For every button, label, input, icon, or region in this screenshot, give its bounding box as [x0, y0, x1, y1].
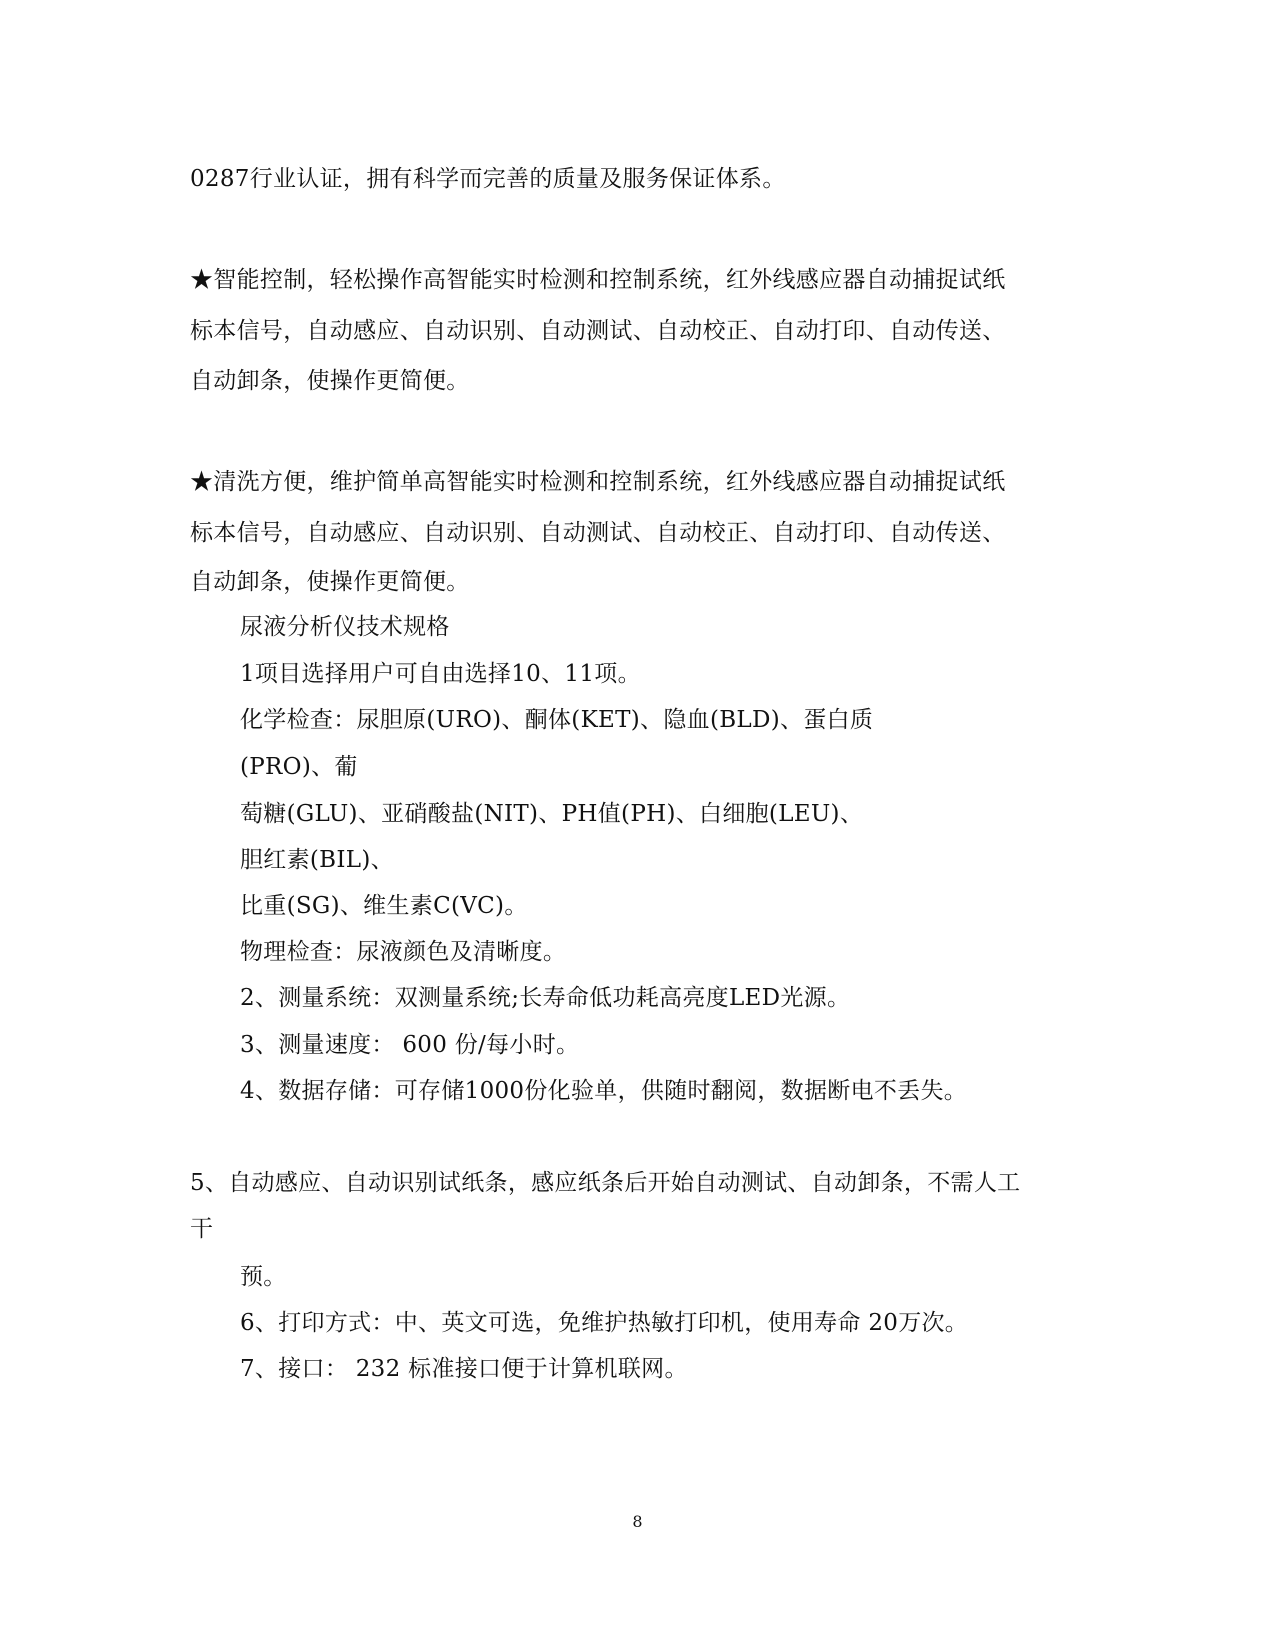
- text-line: 化学检查：尿胆原(URO)、酮体(KET)、隐血(BLD)、蛋白质: [240, 707, 874, 733]
- text-line: 7、接口： 232 标准接口便于计算机联网。: [240, 1356, 688, 1382]
- text-line: 5、自动感应、自动识别试纸条，感应纸条后开始自动测试、自动卸条，不需人工: [190, 1170, 1021, 1196]
- text-line: 自动卸条，使操作更简便。: [190, 368, 470, 394]
- text-line: 1项目选择用户可自由选择10、11项。: [240, 661, 641, 687]
- text-line: 6、打印方式：中、英文可选，免维护热敏打印机，使用寿命 20万次。: [240, 1310, 969, 1336]
- text-line: 标本信号，自动感应、自动识别、自动测试、自动校正、自动打印、自动传送、: [190, 520, 1006, 546]
- text-line: 0287行业认证，拥有科学而完善的质量及服务保证体系。: [190, 166, 786, 192]
- text-line: 自动卸条，使操作更简便。: [190, 569, 470, 595]
- text-line: (PRO)、葡: [240, 754, 358, 780]
- text-line: 萄糖(GLU)、亚硝酸盐(NIT)、PH值(PH)、白细胞(LEU)、: [240, 801, 864, 827]
- text-line: ★智能控制，轻松操作高智能实时检测和控制系统，红外线感应器自动捕捉试纸: [190, 267, 1006, 293]
- text-line: 物理检查：尿液颜色及清晰度。: [240, 939, 567, 965]
- text-line: 胆红素(BIL)、: [240, 847, 394, 873]
- text-line: 预。: [240, 1264, 287, 1290]
- text-line: ★清洗方便，维护简单高智能实时检测和控制系统，红外线感应器自动捕捉试纸: [190, 469, 1006, 495]
- text-line: 标本信号，自动感应、自动识别、自动测试、自动校正、自动打印、自动传送、: [190, 318, 1006, 344]
- text-line: 比重(SG)、维生素C(VC)。: [240, 893, 528, 919]
- text-line: 4、数据存储：可存储1000份化验单，供随时翻阅，数据断电不丢失。: [240, 1078, 968, 1104]
- text-line: 2、测量系统：双测量系统;长寿命低功耗高亮度LED光源。: [240, 985, 851, 1011]
- text-line: 干: [190, 1216, 214, 1242]
- page-number: 8: [632, 1512, 643, 1531]
- text-line: 3、测量速度： 600 份/每小时。: [240, 1032, 580, 1058]
- section-heading: 尿液分析仪技术规格: [240, 614, 450, 640]
